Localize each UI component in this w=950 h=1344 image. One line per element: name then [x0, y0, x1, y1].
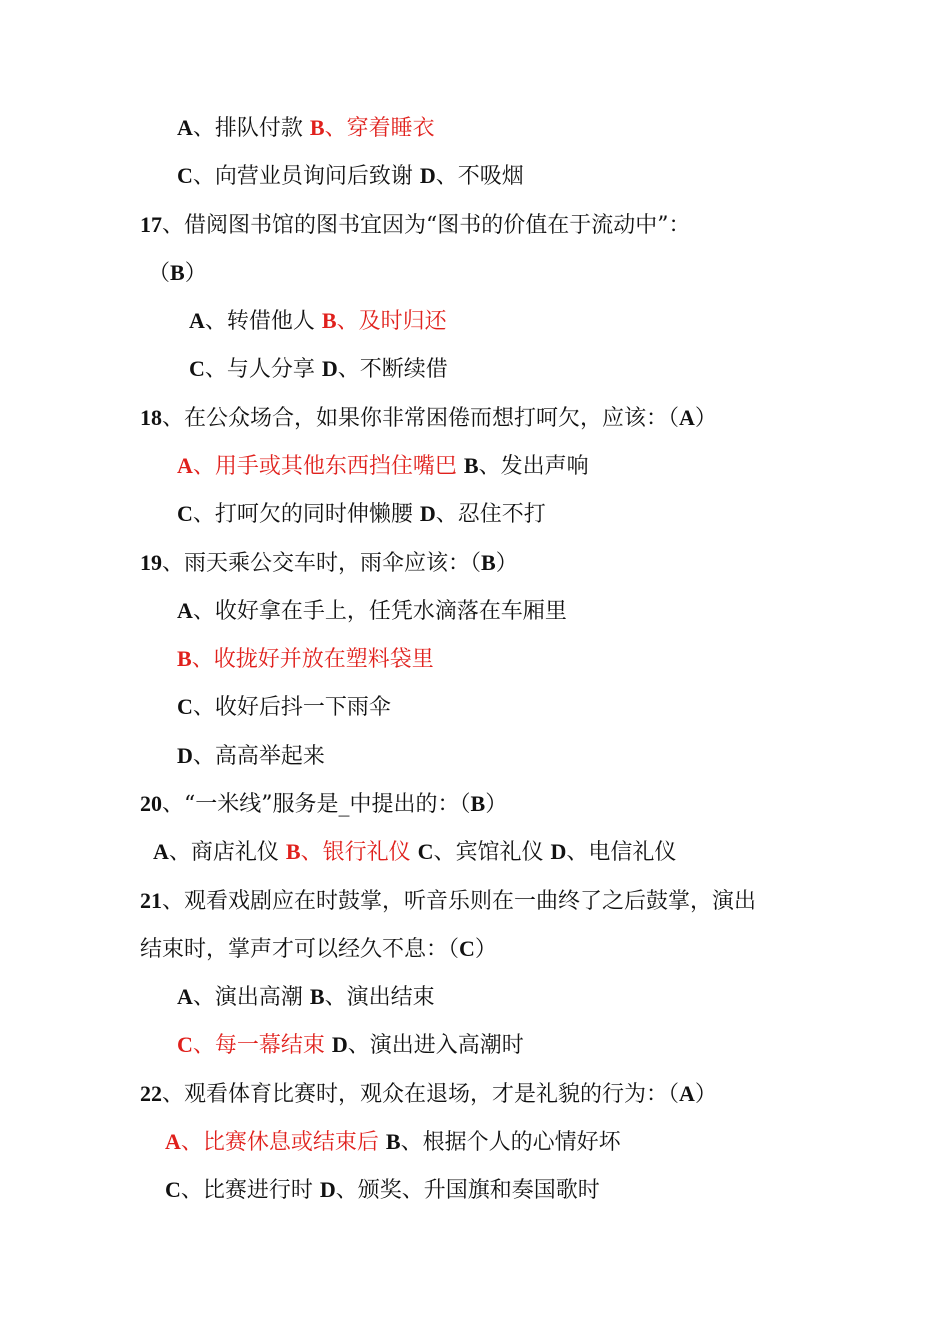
question-line — [140, 210, 691, 241]
text-run: C、宾馆礼仪 D、电信礼仪 — [417, 839, 677, 865]
question-line — [140, 1079, 717, 1110]
option-line — [153, 837, 676, 868]
text-run: 21、观看戏剧应在时鼓掌，听音乐则在一曲终了之后鼓掌，演出 — [140, 888, 757, 914]
question-line — [140, 403, 717, 434]
question-line — [140, 886, 756, 917]
text-run: 结束时，掌声才可以经久不息：（C） — [140, 936, 497, 962]
option-line — [189, 306, 447, 337]
text-run: 22、观看体育比赛时，观众在退场，才是礼貌的行为：（A） — [140, 1081, 717, 1107]
answer-text: B、及时归还 — [321, 308, 447, 334]
option-line — [177, 741, 325, 772]
text-run: （B） — [148, 260, 207, 286]
text-run: B、发出声响 — [463, 453, 589, 479]
text-run: 19、雨天乘公交车时，雨伞应该：（B） — [140, 550, 518, 576]
option-line — [177, 113, 435, 144]
option-line — [177, 1030, 524, 1061]
option-line — [177, 499, 546, 530]
answer-text: C、每一幕结束 — [177, 1032, 325, 1058]
text-run: 17、借阅图书馆的图书宜因为“图书的价值在于流动中”： — [140, 212, 691, 238]
option-line — [177, 982, 435, 1013]
text-run: C、收好后抖一下雨伞 — [177, 694, 391, 720]
question-line — [140, 789, 507, 820]
option-line — [177, 596, 567, 627]
question-line — [140, 548, 518, 579]
text-run: D、演出进入高潮时 — [331, 1032, 524, 1058]
text-run: B、根据个人的心情好坏 — [385, 1129, 621, 1155]
answer-text: A、用手或其他东西挡住嘴巴 — [177, 453, 457, 479]
question-line — [140, 934, 497, 965]
text-run: 20、“一米线”服务是_中提出的：（B） — [140, 791, 508, 817]
text-run: D、高高举起来 — [177, 743, 325, 769]
text-run: A、排队付款 — [177, 115, 310, 141]
text-run: A、演出高潮 B、演出结束 — [177, 984, 435, 1010]
option-line — [165, 1175, 600, 1206]
answer-text: B、收拢好并放在塑料袋里 — [177, 646, 434, 672]
text-run: C、打呵欠的同时伸懒腰 D、忍住不打 — [177, 501, 546, 527]
text-run: A、转借他人 — [189, 308, 322, 334]
answer-text: B、穿着睡衣 — [309, 115, 435, 141]
option-line — [177, 692, 391, 723]
option-line — [177, 161, 524, 192]
option-line — [165, 1127, 621, 1158]
answer-text: B、银行礼仪 — [285, 839, 411, 865]
option-line — [189, 354, 448, 385]
answer-key-line — [148, 258, 207, 289]
text-run: C、向营业员询问后致谢 D、不吸烟 — [177, 163, 524, 189]
answer-text: A、比赛休息或结束后 — [165, 1129, 379, 1155]
text-run: A、收好拿在手上，任凭水滴落在车厢里 — [177, 598, 567, 624]
text-run: A、商店礼仪 — [153, 839, 286, 865]
text-run: 18、在公众场合，如果你非常困倦而想打呵欠，应该：（A） — [140, 405, 717, 431]
text-run: C、比赛进行时 D、颁奖、升国旗和奏国歌时 — [165, 1177, 600, 1203]
option-line — [177, 451, 589, 482]
option-line — [177, 644, 434, 675]
text-run: C、与人分享 D、不断续借 — [189, 356, 448, 382]
